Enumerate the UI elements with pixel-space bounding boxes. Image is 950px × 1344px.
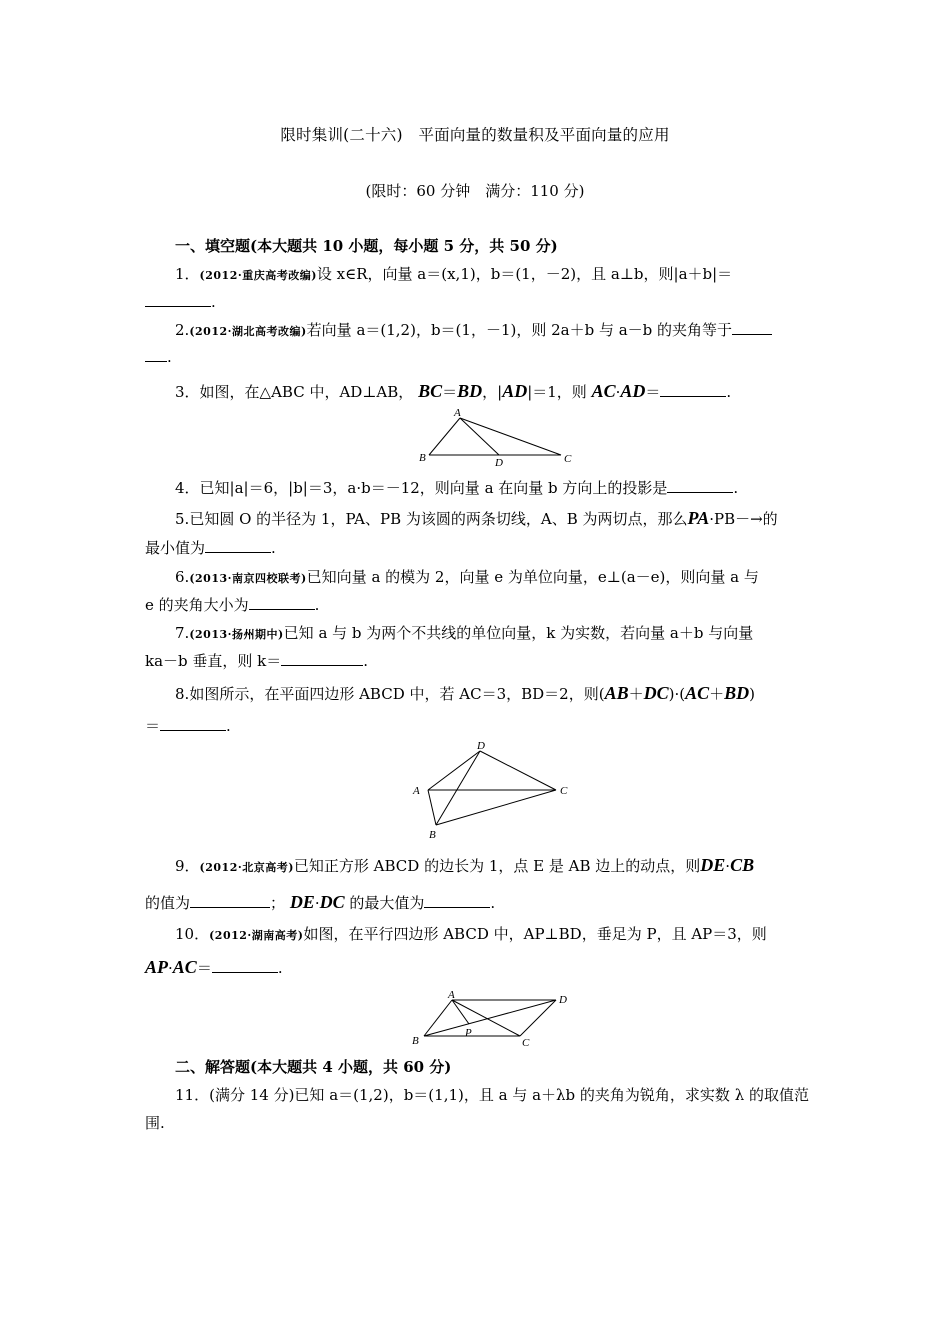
vector-AP: AP — [145, 957, 169, 977]
q1-answer-blank[interactable] — [145, 292, 211, 307]
diagonal-BD — [424, 1000, 556, 1036]
segment-DC — [480, 751, 556, 790]
q1-text: 设 x∈R，向量 a＝(x,1)，b＝(1，－2)，且 a⊥b，则|a＋b|＝ — [316, 265, 733, 283]
vector-DC: DC — [319, 892, 345, 912]
q1-line2: . — [145, 292, 805, 312]
q9-line1: 9．(2012·北京高考)已知正方形 ABCD 的边长为 1，点 E 是 AB 边上的动点，则DE·CB — [175, 855, 755, 875]
q6-source: (2013·南京四校联考) — [189, 572, 307, 585]
q8-line1: 8.如图所示，在平面四边形 ABCD 中，若 AC＝3，BD＝2，则(AB＋DC)·(AC＋BD) — [175, 683, 755, 703]
vector-BD: BD — [724, 683, 750, 703]
q7-source: (2013·扬州期中) — [189, 628, 284, 641]
label-D: D — [477, 740, 485, 752]
segment-AD — [428, 751, 480, 790]
q8-line2: ＝ . — [145, 717, 231, 735]
section1-heading: 一、填空题(本大题共 10 小题，每小题 5 分，共 50 分) — [175, 237, 558, 255]
vector-AD-2: AD — [620, 381, 646, 401]
q9-source: (2012·北京高考) — [199, 861, 294, 874]
label-A: A — [413, 785, 420, 797]
vector-AC: AC — [685, 683, 710, 703]
label-D: D — [495, 457, 503, 469]
segment-AB — [429, 418, 460, 455]
q5-line2: 最小值为 . — [145, 539, 276, 557]
segment-AP — [452, 1000, 469, 1024]
vector-AC: AC — [172, 957, 197, 977]
q7-line1: 7.(2013·扬州期中)已知 a 与 b 为两个不共线的单位向量，k 为实数，若向量 a＋b 与向量 — [175, 624, 754, 642]
label-P: P — [465, 1027, 472, 1039]
segment-BA — [428, 790, 436, 825]
vector-PA: PA — [687, 508, 710, 528]
q2-source: (2012·湖北高考改编) — [189, 325, 307, 338]
vector-CB: CB — [730, 855, 755, 875]
vector-BC: BC — [418, 381, 443, 401]
label-C: C — [564, 453, 572, 465]
vector-DE: DE — [700, 855, 726, 875]
q2-answer-blank[interactable] — [732, 320, 772, 335]
q2-num: 2. — [175, 321, 190, 339]
vector-DC: DC — [643, 683, 669, 703]
q4-answer-blank[interactable] — [667, 478, 733, 493]
vector-AD: AD — [502, 381, 528, 401]
q6-answer-blank[interactable] — [249, 595, 315, 610]
segment-BA — [424, 1000, 452, 1036]
label-C: C — [522, 1037, 530, 1049]
q9-line2: 的值为 ； DE·DC 的最大值为 . — [145, 892, 496, 912]
figure-parallelogram-abcd — [408, 986, 580, 1052]
q3-answer-blank[interactable] — [660, 382, 726, 397]
label-B: B — [412, 1035, 419, 1047]
q9-answer-blank-2[interactable] — [424, 893, 490, 908]
label-D: D — [559, 994, 567, 1006]
page-subtitle: (限时：60 分钟 满分：110 分) — [365, 182, 585, 200]
q10-source: (2012·湖南高考) — [209, 929, 304, 942]
q6-line1: 6.(2013·南京四校联考)已知向量 a 的模为 2，向量 e 为单位向量，e⊥(a－e)，则向量 a 与 — [175, 568, 759, 586]
segment-AD — [460, 418, 499, 455]
q10-answer-blank[interactable] — [212, 958, 278, 973]
q1-source: (2012·重庆高考改编) — [199, 269, 317, 282]
label-B: B — [419, 452, 426, 464]
label-A: A — [454, 407, 461, 419]
q2-text: 若向量 a＝(1,2)，b＝(1，－1)，则 2a＋b 与 a－b 的夹角等于 — [306, 321, 733, 339]
label-B: B — [429, 829, 436, 841]
label-C: C — [560, 785, 568, 797]
q1-line1 — [175, 264, 805, 286]
q2-line2: . — [145, 347, 805, 367]
q11-line1: 11．(满分 14 分)已知 a＝(1,2)，b＝(1,1)，且 a 与 a＋λb 的夹角为锐角，求实数 λ 的取值范 — [175, 1086, 809, 1104]
page-title: 限时集训(二十六) 平面向量的数量积及平面向量的应用 — [280, 126, 670, 144]
q7-line2: ka－b 垂直，则 k＝ . — [145, 652, 369, 670]
q3-line: 3．如图，在△ABC 中，AD⊥AB， BC＝BD，|AD|＝1，则 AC·AD＝ . — [175, 381, 732, 401]
figure-triangle-abcd — [415, 406, 575, 468]
q4-line: 4．已知|a|＝6，|b|＝3，a·b＝－12，则向量 a 在向量 b 方向上的投影是 . — [175, 479, 739, 497]
vector-BD: BD — [457, 381, 483, 401]
segment-AC — [460, 418, 561, 455]
q10-line2: AP·AC＝ . — [145, 957, 283, 977]
q2-line1 — [175, 320, 805, 342]
diagonal-AC — [452, 1000, 520, 1036]
figure-quadrilateral-abcd — [408, 737, 583, 843]
q10-line1: 10．(2012·湖南高考)如图，在平行四边形 ABCD 中，AP⊥BD，垂足为 P，且 AP＝3，则 — [175, 925, 767, 943]
q7-answer-blank[interactable] — [281, 651, 363, 666]
vector-AC: AC — [591, 381, 616, 401]
q5-line1: 5.已知圆 O 的半径为 1，PA、PB 为该圆的两条切线，A、B 为两切点，那么PA·PB－→的 — [175, 508, 778, 528]
section2-heading: 二、解答题(本大题共 4 小题，共 60 分) — [175, 1058, 452, 1076]
vector-AB: AB — [604, 683, 629, 703]
q1-num: 1． — [175, 265, 200, 283]
q2-answer-blank-cont[interactable] — [145, 347, 167, 362]
vector-DE-2: DE — [289, 892, 315, 912]
q6-line2: e 的夹角大小为 . — [145, 596, 320, 614]
q5-answer-blank[interactable] — [205, 538, 271, 553]
q9-answer-blank-1[interactable] — [190, 893, 270, 908]
q8-answer-blank[interactable] — [160, 716, 226, 731]
q11-line2: 围. — [145, 1114, 165, 1132]
label-A: A — [448, 989, 455, 1001]
